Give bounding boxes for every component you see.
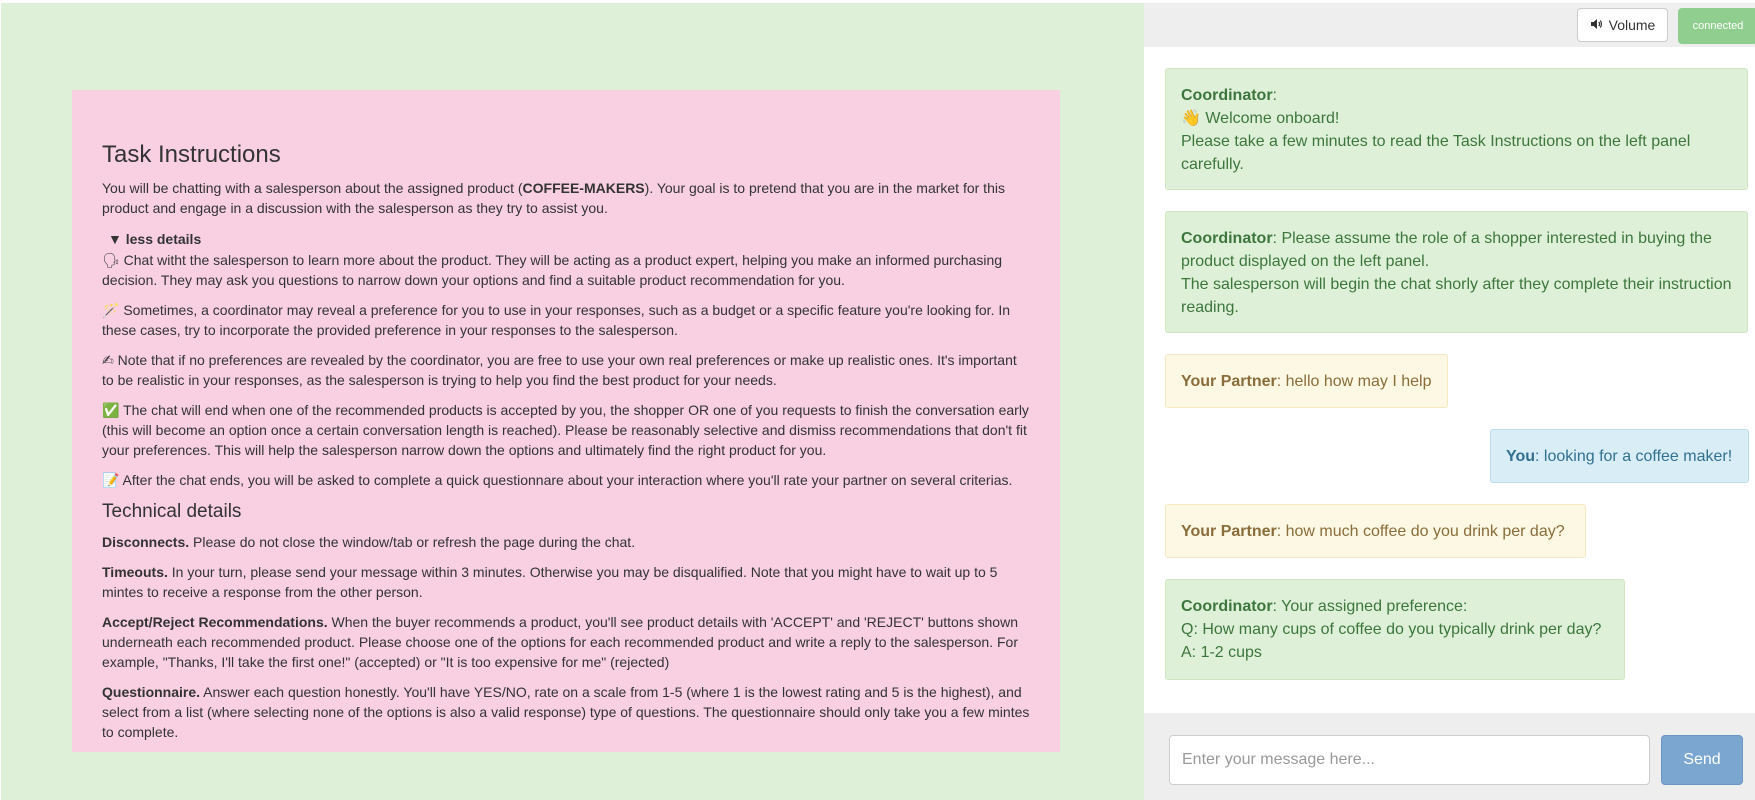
send-button[interactable]: Send	[1661, 735, 1743, 785]
detail-preference: 🪄 Sometimes, a coordinator may reveal a preference for you to use in your responses, such as a budget or a specific feature you're looking for. In these cases, try to incorporate the provided preference in your responses to the salesperson.	[102, 302, 1011, 338]
chat-message: Coordinator: Please assume the role of a shopper interested in buying the product displayed on the left panel. The salesperson will begin the chat shorly after they complete their instruction reading.	[1165, 211, 1748, 333]
volume-label: Volume	[1608, 17, 1656, 33]
detail-realistic: ✍ Note that if no preferences are revealed by the coordinator, you are free to use your own real preferences or make up realistic ones. It's important to be realistic in your responses, as the salesperson is trying to help you find the best product for your needs.	[102, 352, 1017, 388]
connection-status-badge: connected	[1678, 8, 1755, 44]
chat-message: Your Partner: hello how may I help	[1165, 354, 1448, 408]
detail-questionnaire: 📝 After the chat ends, you will be asked to complete a quick questionnare about your interaction where you'll rate your partner on several criterias.	[102, 472, 1013, 488]
tech-accept-reject: Accept/Reject Recommendations. When the buyer recommends a product, you'll see product details with 'ACCEPT' and 'REJECT' buttons shown underneath each recommended product. Please choose one of the options for each recommended product and write a reply to the salesperson. For example, "Thanks, I'll take the first one!" (accepted) or "It is too expensive for me" (rejected)	[102, 614, 1018, 670]
message-input[interactable]	[1169, 735, 1650, 785]
message-sender: Coordinator	[1181, 87, 1273, 104]
detail-chat: 🗣 Chat witht the salesperson to learn more about the product. They will be acting as a product expert, helping you make an informed purchasing decision. They may ask you questions to narrow down your options and find a suitable product recommendation for you.	[102, 252, 1003, 288]
message-sender: Coordinator	[1181, 598, 1273, 615]
tech-disconnects: Disconnects. Please do not close the window/tab or refresh the page during the chat.	[102, 534, 636, 550]
tech-timeouts: Timeouts. In your turn, please send your message within 3 minutes. Otherwise you may be disqualified. Note that you might have to wait up to 5 mintes to receive a response from the other person.	[102, 564, 998, 600]
chat-topbar	[1144, 3, 1755, 47]
chat-message: Coordinator: Your assigned preference: Q: How many cups of coffee do you typically drink per day? A: 1-2 cups	[1165, 579, 1625, 680]
message-sender: Coordinator	[1181, 230, 1273, 247]
message-sender: You	[1506, 448, 1536, 465]
chat-panel	[1144, 3, 1755, 800]
chat-messages	[1144, 47, 1755, 713]
instructions-intro: You will be chatting with a salesperson about the assigned product (COFFEE-MAKERS). Your goal is to pretend that you are in the market for this product and engage in a discussion with the salesperson as they try to assist you.	[102, 180, 1005, 216]
chat-message: You: looking for a coffee maker!	[1490, 429, 1749, 483]
tech-questionnaire: Questionnaire. Answer each question honestly. You'll have YES/NO, rate on a scale from 1-5 (where 1 is the lowest rating and 5 is the highest), and select from a list (where selecting none of the options is also a valid response) type of questions. The questionnaire should only take you a few mintes to complete.	[102, 684, 1030, 740]
chat-message: Your Partner: how much coffee do you drink per day?	[1165, 504, 1586, 558]
technical-details-title: Technical details	[102, 501, 242, 522]
message-sender: Your Partner	[1181, 523, 1277, 540]
task-instructions-panel	[72, 90, 1060, 752]
chat-message: Coordinator: 👋 Welcome onboard! Please take a few minutes to read the Task Instructions on the left panel carefully.	[1165, 68, 1748, 190]
message-input-bar	[1144, 713, 1755, 800]
instructions-title: Task Instructions	[102, 141, 281, 168]
detail-chat-end: ✅ The chat will end when one of the recommended products is accepted by you, the shopper OR one of you requests to finish the conversation early (this will become an option once a certain conversation length is reached). Please be reasonably selective and dismiss recommendations that don't fit your preferences. This will help the salesperson narrow down the options and ultimately find the right product for you.	[102, 402, 1029, 458]
volume-button[interactable]	[1577, 8, 1668, 42]
speaker-icon	[1590, 17, 1603, 33]
less-details-toggle[interactable]: ▼ less details	[108, 231, 202, 247]
assigned-product: COFFEE-MAKERS	[522, 180, 645, 196]
message-sender: Your Partner	[1181, 373, 1277, 390]
left-panel	[1, 3, 1144, 800]
